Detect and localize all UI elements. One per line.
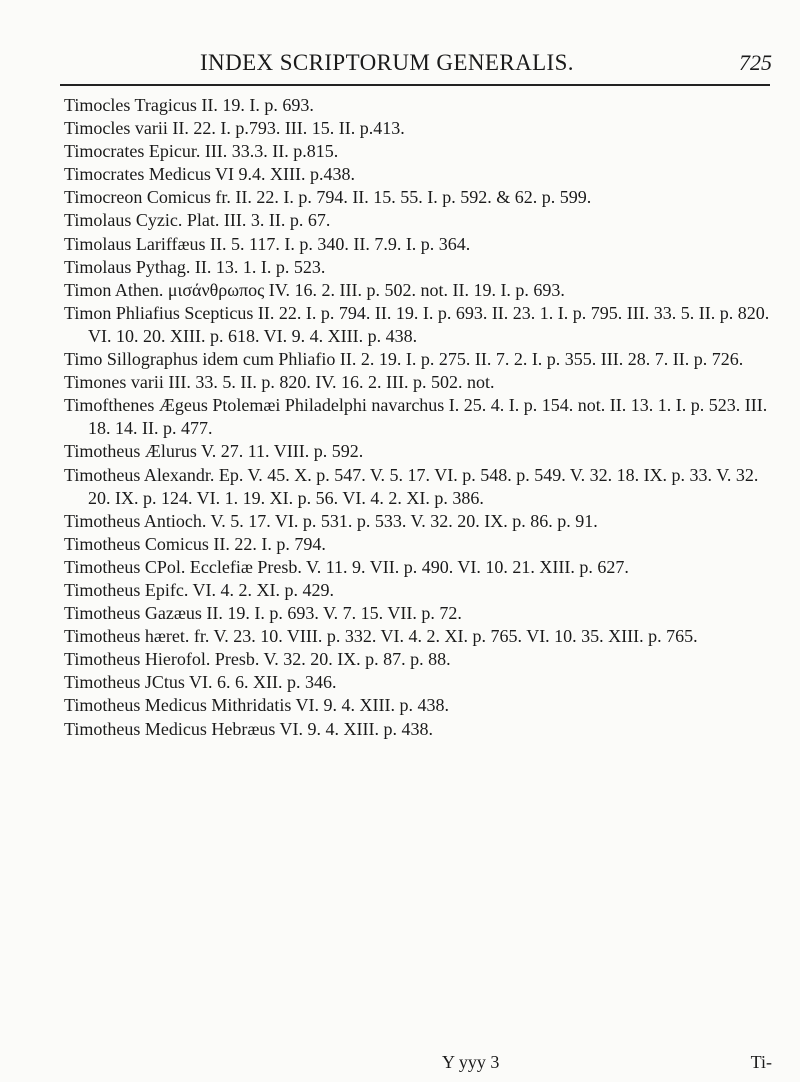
index-entry: Timotheus Hierofol. Presb. V. 32. 20. IX. p. 87. p. 88. [64, 649, 451, 670]
page-footer [60, 1052, 772, 1076]
page-header [60, 44, 772, 80]
index-entry: Timocles varii II. 22. I. p.793. III. 15. II. p.413. [64, 118, 405, 139]
index-entry: Timotheus hæret. fr. V. 23. 10. VIII. p. 332. VI. 4. 2. XI. p. 765. VI. 10. 35. XIII. p. 765. [64, 626, 698, 647]
index-entry: Timocreon Comicus fr. II. 22. I. p. 794. II. 15. 55. I. p. 592. & 62. p. 599. [64, 187, 592, 208]
running-title: INDEX SCRIPTORUM GENERALIS. [200, 50, 574, 75]
index-entry-list [64, 94, 770, 741]
index-entry: Timotheus Medicus Hebræus VI. 9. 4. XIII. p. 438. [64, 718, 433, 739]
index-entry: Timotheus CPol. Ecclefiæ Presb. V. 11. 9. VII. p. 490. VI. 10. 21. XIII. p. 627. [64, 556, 629, 577]
index-entry: Timo Sillographus idem cum Phliafio II. 2. 19. I. p. 275. II. 7. 2. I. p. 355. III. 28. 7. II. p. 726. [64, 349, 744, 370]
index-entry: Timotheus Gazæus II. 19. I. p. 693. V. 7. 15. VII. p. 72. [64, 603, 462, 624]
index-entry: Timotheus Comicus II. 22. I. p. 794. [64, 533, 326, 554]
index-entry: Timones varii III. 33. 5. II. p. 820. IV. 16. 2. III. p. 502. not. [64, 372, 495, 393]
index-entry: Timocrates Epicur. III. 33.3. II. p.815. [64, 141, 339, 162]
index-entry: Timotheus Alexandr. Ep. V. 45. X. p. 547. V. 5. 17. VI. p. 548. p. 549. V. 32. 18. IX. p. 33. V. 32. 20. IX. p. 124. VI. 1. 19. XI. p. 56. VI. 4. 2. XI. p. 386. [64, 464, 759, 508]
index-entry: Timotheus JCtus VI. 6. 6. XII. p. 346. [64, 672, 337, 693]
page-number: 725 [739, 50, 772, 75]
index-entry: Timolaus Lariffæus II. 5. 117. I. p. 340. II. 7.9. I. p. 364. [64, 233, 471, 254]
index-entry: Timotheus Medicus Mithridatis VI. 9. 4. XIII. p. 438. [64, 695, 449, 716]
index-entry: Timocrates Medicus VI 9.4. XIII. p.438. [64, 164, 355, 185]
index-entry: Timolaus Cyzic. Plat. III. 3. II. p. 67. [64, 210, 331, 231]
catchword: Ti- [750, 1052, 772, 1072]
index-entry: Timolaus Pythag. II. 13. 1. I. p. 523. [64, 256, 326, 277]
index-entry: Timon Phliafius Scepticus II. 22. I. p. 794. II. 19. I. p. 693. II. 23. 1. I. p. 795. III. 33. 5. II. p. 820. VI. 10. 20. XIII. p. 618. VI. 9. 4. XIII. p. 438. [64, 302, 770, 346]
index-entry: Timocles Tragicus II. 19. I. p. 693. [64, 95, 314, 115]
index-entry: Timotheus Epifc. VI. 4. 2. XI. p. 429. [64, 579, 334, 600]
index-entry: Timon Athen. μισάνθρωπος IV. 16. 2. III. p. 502. not. II. 19. I. p. 693. [64, 279, 565, 300]
index-entry: Timotheus Antioch. V. 5. 17. VI. p. 531. p. 533. V. 32. 20. IX. p. 86. p. 91. [64, 510, 598, 531]
signature-mark: Y yyy 3 [442, 1052, 500, 1072]
index-entry: Timotheus Ælurus V. 27. 11. VIII. p. 592. [64, 441, 364, 462]
header-rule [60, 84, 770, 86]
index-entry: Timofthenes Ægeus Ptolemæi Philadelphi navarchus I. 25. 4. I. p. 154. not. II. 13. 1. I. p. 523. III. 18. 14. II. p. 477. [64, 395, 768, 439]
